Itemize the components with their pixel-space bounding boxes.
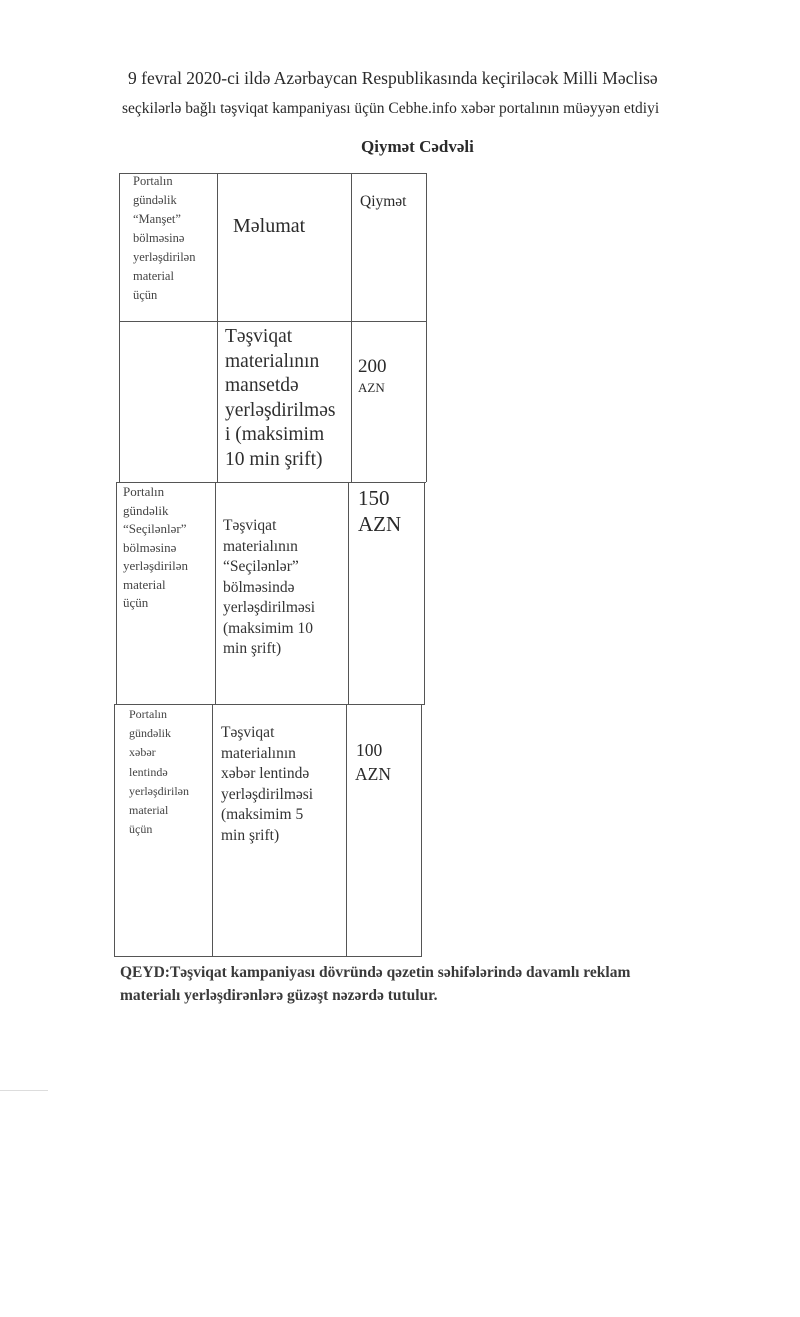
header-col1-line: gündəlik xyxy=(133,193,177,207)
row1-info-line: Təşviqat xyxy=(225,326,293,347)
row1-info-line: yerləşdirilməs xyxy=(225,399,336,421)
table-col-divider-2c xyxy=(346,704,347,956)
row3-category-line: xəbər xyxy=(129,745,156,760)
header-col1-line: yerləşdirilən xyxy=(133,250,196,264)
row2-currency: AZN xyxy=(358,512,402,536)
table-col-divider-2b xyxy=(348,482,349,704)
table-row-divider-1 xyxy=(119,321,426,322)
table-left-border-row3 xyxy=(114,704,115,956)
table-bottom-border xyxy=(114,956,422,957)
scan-artifact xyxy=(0,1090,48,1091)
row2-info-line: “Seçilənlər” xyxy=(223,558,299,575)
row1-currency: AZN xyxy=(358,380,385,395)
row2-info-line: materialının xyxy=(223,537,298,555)
header-col1-line: üçün xyxy=(133,288,158,302)
row3-info-line: min şrift) xyxy=(221,826,280,844)
document-title: Qiymət Cədvəli xyxy=(361,137,474,156)
row1-info-line: 10 min şrift) xyxy=(225,448,323,470)
row2-category-line: “Seçilənlər” xyxy=(123,521,187,536)
table-col-divider-1b xyxy=(215,482,216,704)
table-col-divider-2a xyxy=(351,173,352,482)
header-col1-text xyxy=(133,172,195,305)
row3-info-line: Təşviqat xyxy=(221,724,275,741)
header-col1-line: material xyxy=(133,269,174,283)
table-left-border-row2 xyxy=(116,482,117,704)
row1-info-line: i (maksimim xyxy=(225,424,325,445)
row2-category-line: yerləşdirilən xyxy=(123,558,188,573)
row2-category-line: Portalın xyxy=(123,484,165,499)
row3-price: 100 xyxy=(356,740,383,760)
row3-currency: AZN xyxy=(355,764,391,784)
header-col1-line: bölməsinə xyxy=(133,231,185,245)
row3-info-line: yerləşdirilməsi xyxy=(221,785,314,803)
row3-category-line: lentində xyxy=(129,764,168,779)
row1-info-line: mansetdə xyxy=(225,375,299,396)
row3-category-line: material xyxy=(129,803,169,818)
row2-category-line: material xyxy=(123,576,166,592)
row3-category-line: Portalın xyxy=(129,707,167,721)
row2-info xyxy=(223,516,315,660)
row2-info-line: yerləşdirilməsi xyxy=(223,599,316,616)
table-col-divider-1c xyxy=(212,704,213,956)
header-col1-line: Portalın xyxy=(133,174,173,188)
row1-price: 200 xyxy=(358,356,387,377)
note xyxy=(120,961,630,1007)
intro-line-2: seçkilərlə bağlı təşviqat kampaniyası üçün Cebhe.info xəbər portalının müəyyən etdiyi xyxy=(122,100,660,117)
row3-category xyxy=(129,705,189,839)
table-right-border-a xyxy=(426,173,427,482)
table-right-border-b xyxy=(424,482,425,704)
row2-info-line: min şrift) xyxy=(223,640,282,657)
row3-category-line: gündəlik xyxy=(129,726,171,741)
note-line-2: materialı yerləşdirənlərə güzəşt nəzərdə tutulur. xyxy=(120,987,438,1004)
table-col-divider-1a xyxy=(217,173,218,482)
row2-category-line: bölməsinə xyxy=(123,539,177,555)
row2-category xyxy=(123,483,188,613)
row1-info-line: materialının xyxy=(225,350,320,372)
row3-info xyxy=(221,723,313,846)
row3-category-line: yerləşdirilən xyxy=(129,783,189,798)
table-right-border-c xyxy=(421,704,422,956)
header-info: Məlumat xyxy=(233,215,306,237)
row3-info-line: materialının xyxy=(221,744,296,762)
row2-info-line: (maksimim 10 xyxy=(223,619,313,637)
table-left-border-row1 xyxy=(119,173,120,482)
row2-category-line: gündəlik xyxy=(123,502,169,518)
row2-price: 150 xyxy=(358,486,390,510)
row2-category-line: üçün xyxy=(123,595,149,610)
row2-info-line: bölməsində xyxy=(223,578,295,596)
header-price: Qiymət xyxy=(360,193,407,210)
note-line-1: QEYD:Təşviqat kampaniyası dövründə qəzetin səhifələrində davamlı reklam xyxy=(120,964,631,981)
row3-info-line: xəbər lentində xyxy=(221,765,310,782)
row3-info-line: (maksimim 5 xyxy=(221,806,304,823)
row2-info-line: Təşviqat xyxy=(223,517,277,534)
row1-info xyxy=(225,325,335,472)
row3-category-line: üçün xyxy=(129,822,153,837)
header-col1-line: “Manşet” xyxy=(133,212,181,226)
intro-line-1: 9 fevral 2020-ci ildə Azərbaycan Respublikasında keçiriləcək Milli Məclisə xyxy=(128,68,658,88)
